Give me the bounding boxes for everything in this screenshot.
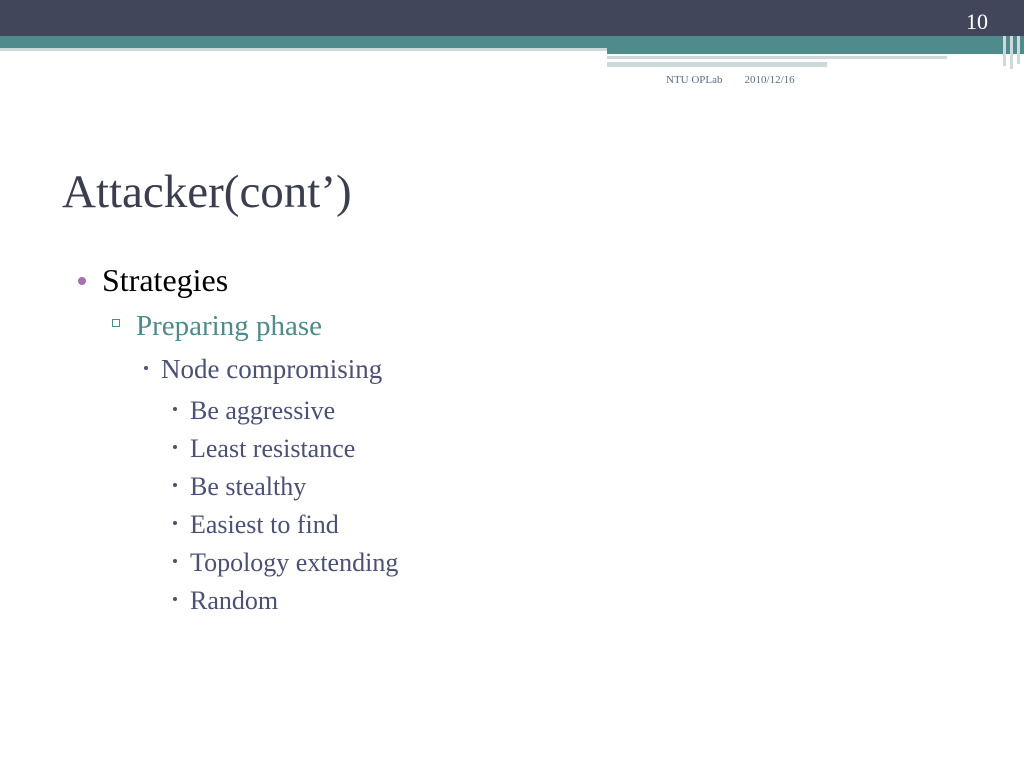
bullet-text: Topology extending xyxy=(190,548,399,577)
bullet-dot-icon xyxy=(173,521,177,525)
bullet-text: Least resistance xyxy=(190,434,356,463)
bullet-text: Be stealthy xyxy=(190,472,307,501)
bullet-dot-icon xyxy=(78,277,86,285)
bullet-text: Node compromising xyxy=(161,354,383,384)
bullet-level4 xyxy=(173,510,339,540)
footer-organization: NTU OPLab xyxy=(666,74,723,86)
bullet-dot-icon xyxy=(173,559,177,563)
decor-line-2 xyxy=(607,56,947,59)
header-dark-band xyxy=(0,0,1024,36)
bullet-square-icon xyxy=(112,319,120,327)
bullet-level4 xyxy=(173,434,355,464)
bullet-level4 xyxy=(173,548,398,578)
bullet-text: Strategies xyxy=(102,262,229,298)
decor-vline-1 xyxy=(1003,36,1006,66)
footer-date: 2010/12/16 xyxy=(744,74,795,86)
bullet-dot-icon xyxy=(144,366,148,370)
header-teal-band-right xyxy=(607,36,1024,54)
decor-vline-3 xyxy=(1017,36,1020,64)
bullet-dot-icon xyxy=(173,483,177,487)
bullet-text: Preparing phase xyxy=(136,310,323,342)
bullet-level4 xyxy=(173,472,306,502)
bullet-dot-icon xyxy=(173,445,177,449)
bullet-dot-icon xyxy=(173,597,177,601)
bullet-dot-icon xyxy=(173,407,177,411)
decor-line-1 xyxy=(0,48,607,51)
bullet-level1 xyxy=(78,262,228,299)
slide-title: Attacker(cont’) xyxy=(62,166,352,218)
bullet-text: Be aggressive xyxy=(190,396,336,425)
bullet-level4 xyxy=(173,586,278,616)
bullet-text: Easiest to find xyxy=(190,510,339,539)
footer xyxy=(666,74,795,86)
bullet-level2 xyxy=(112,310,322,343)
bullet-level3 xyxy=(144,354,382,385)
decor-vline-2 xyxy=(1010,36,1013,69)
slide-number: 10 xyxy=(966,9,988,34)
bullet-text: Random xyxy=(190,586,279,615)
decor-line-3 xyxy=(607,62,827,67)
bullet-level4 xyxy=(173,396,335,426)
